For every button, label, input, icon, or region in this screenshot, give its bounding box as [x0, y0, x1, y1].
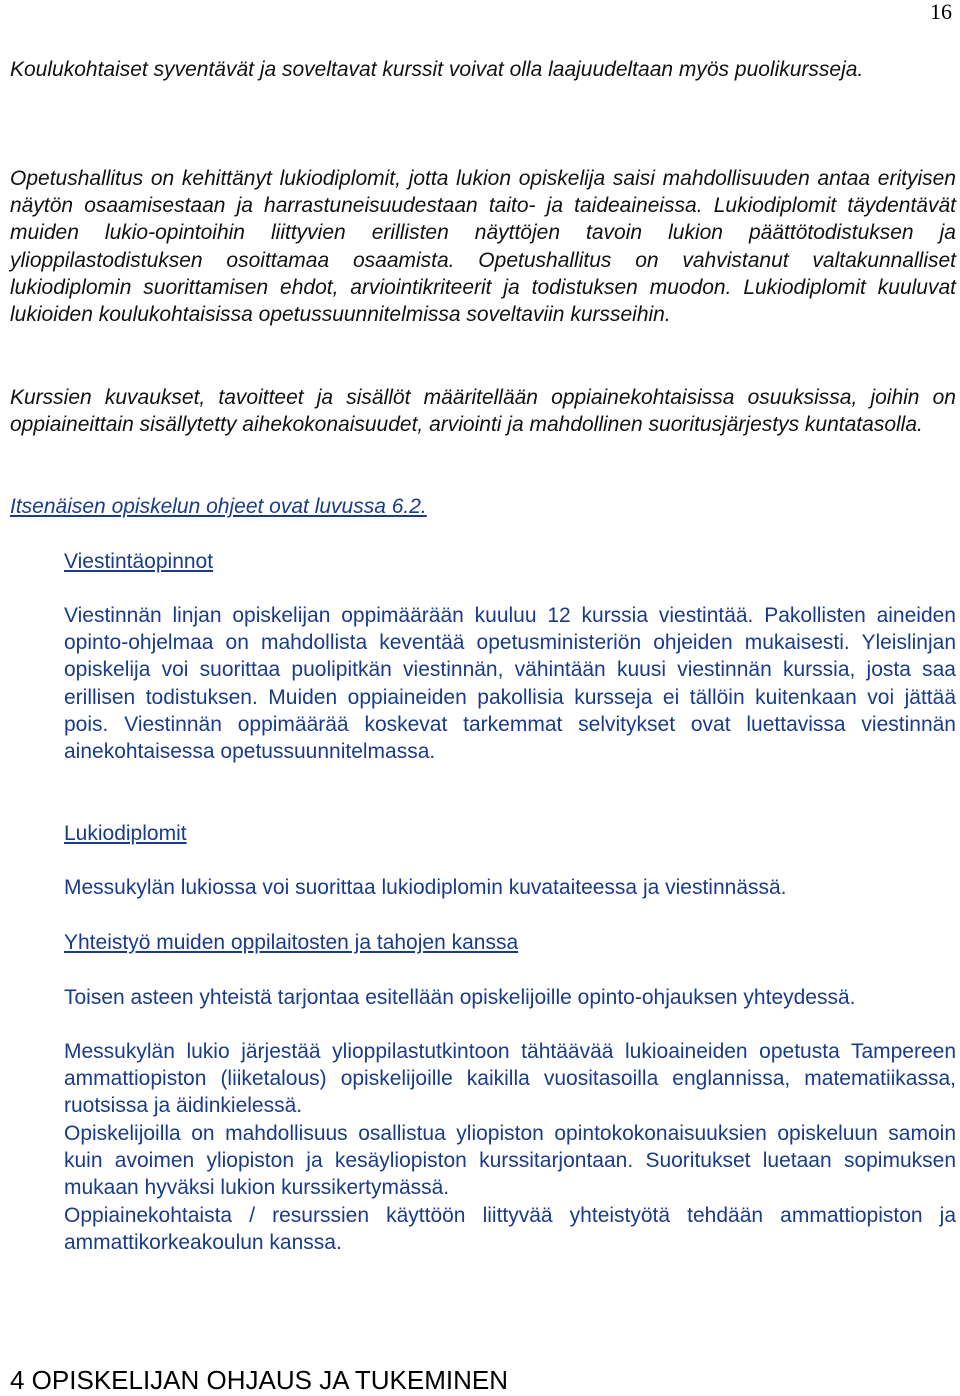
chapter-heading: 4 OPISKELIJAN OHJAUS JA TUKEMINEN: [10, 1365, 508, 1395]
paragraph-puolikurssit: Koulukohtaiset syventävät ja soveltavat kurssit voivat olla laajuudeltaan myös puolikursseja.: [10, 58, 864, 81]
paragraph-lukiodiplomit: Messukylän lukiossa voi suorittaa lukiodiplomin kuvataiteessa ja viestinnässä.: [64, 876, 787, 899]
heading-yhteistyo[interactable]: Yhteistyö muiden oppilaitosten ja tahojen kanssa: [64, 931, 519, 954]
heading-lukiodiplomit[interactable]: Lukiodiplomit: [64, 822, 187, 845]
paragraph-toisen-asteen: Toisen asteen yhteistä tarjontaa esitellään opiskelijoille opinto-ohjauksen yhteydessä.: [64, 986, 856, 1009]
paragraph-viestintaopinnot: Viestinnän linjan opiskelijan oppimäärään kuuluu 12 kurssia viestintää. Pakollisten aineiden opinto-ohjelmaa on mahdollista keventää opetusministeriön ohjeiden mukaisesti. Yleislinjan opiskelija voi suorittaa puolipitkän viestinnän, vähintään kuusi viestinnän kurssia, josta saa erillisen todistuksen. Muiden oppiaineiden pakollisia kursseja ei tällöin kuitenkaan voi jättää pois. Viestinnän oppimäärää koskevat tarkemmat selvitykset ovat luettavissa viestinnän ainekohtaisessa opetussuunnitelmassa.: [64, 604, 956, 764]
paragraph-kurssien-kuvaukset: Kurssien kuvaukset, tavoitteet ja sisällöt määritellään oppiainekohtaisissa osuuksissa, joihin on oppiaineittain sisällytetty aihekokonaisuudet, arviointi ja mahdollinen suoritusjärjestys kuntatasolla.: [10, 386, 956, 437]
heading-viestintaopinnot[interactable]: Viestintäopinnot: [64, 550, 214, 573]
paragraph-lukiodiplomit-intro: Opetushallitus on kehittänyt lukiodiplomit, jotta lukion opiskelija saisi mahdollisuuden antaa erityisen näytön osaamisestaan ja harrastuneisuudestaan taito- ja taideaineissa. Lukiodiplomit täydentävät muiden lukio-opintoihin liittyvien erillisten näyttöjen tavoin lukion päättötodistuksen ja ylioppilastodistuksen osoittamaa osaamista. Opetushallitus on vahvistanut valtakunnalliset lukiodiplomin suorittamisen ehdot, arviointikriteerit ja todistuksen muodon. Lukiodiplomit kuuluvat lukioiden koulukohtaisissa opetussuunnitelmissa soveltaviin kursseihin.: [10, 167, 956, 327]
link-itsenainen-opiskelu[interactable]: Itsenäisen opiskelun ohjeet ovat luvussa 6.2.: [10, 495, 427, 518]
page-number: 16: [930, 0, 952, 24]
paragraph-ammattiopisto-opetus: Messukylän lukio järjestää ylioppilastutkintoon tähtäävää lukioaineiden opetusta Tampereen ammattiopiston (liiketalous) opiskelijoille kaikilla vuositasoilla englannissa, matematiikassa, ruotsissa ja äidinkielessä.: [64, 1040, 956, 1118]
paragraph-resurssiyhteistyo: Oppiainekohtaista / resurssien käyttöön liittyvää yhteistyötä tehdään ammattiopiston ja ammattikorkeakoulun kanssa.: [64, 1204, 956, 1255]
paragraph-yliopisto-opinnot: Opiskelijoilla on mahdollisuus osallistua yliopiston opintokokonaisuuksien opiskeluun samoin kuin avoimen yliopiston ja kesäyliopiston kurssitarjontaan. Suoritukset luetaan sopimuksen mukaan hyväksi lukion kurssikertymässä.: [64, 1122, 956, 1200]
